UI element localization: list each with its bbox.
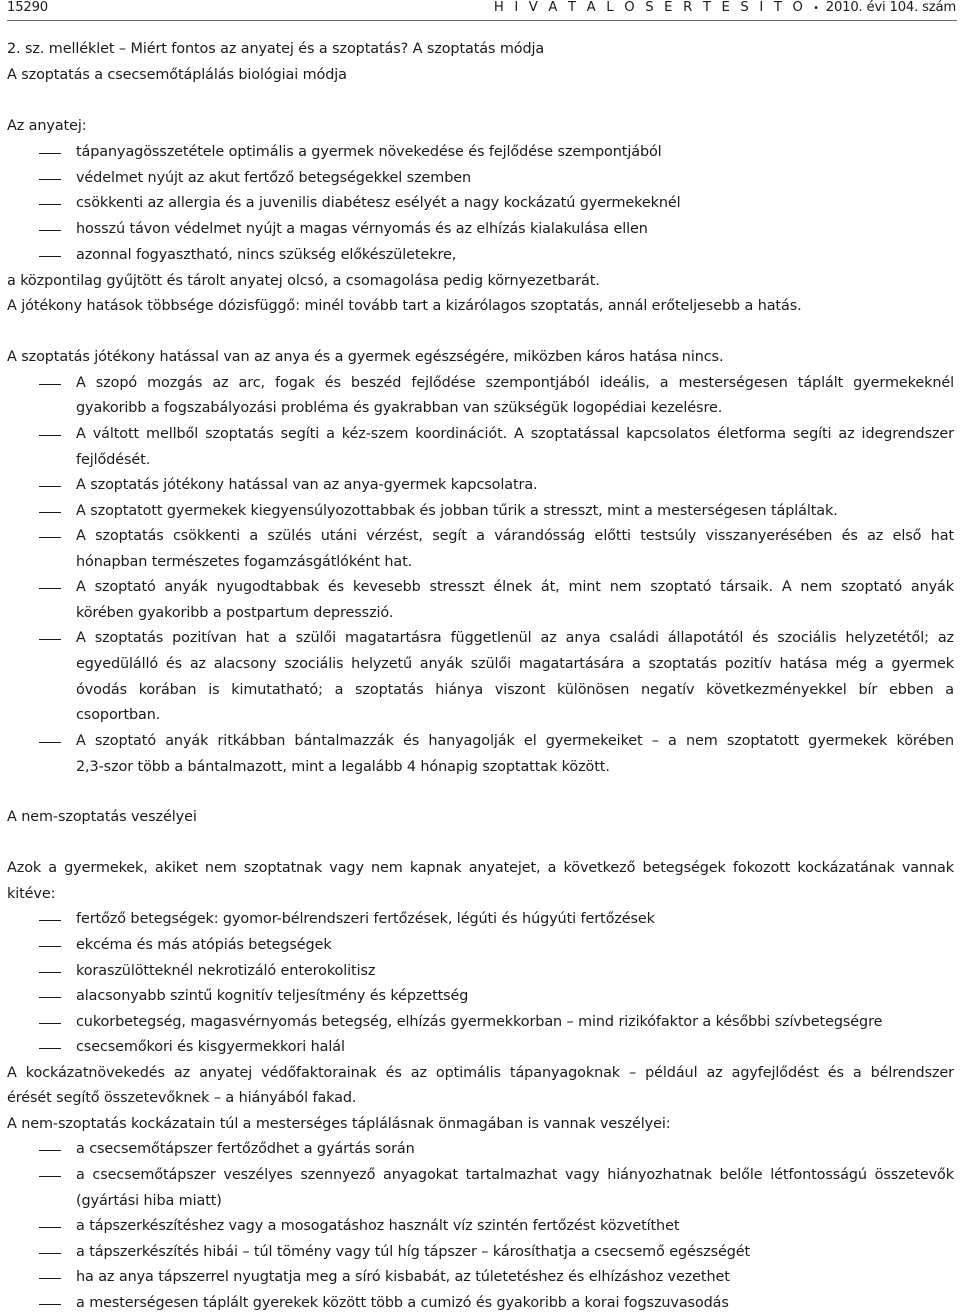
list-dash bbox=[39, 1227, 61, 1228]
list-dash bbox=[39, 742, 61, 743]
list-item: ekcéma és más atópiás betegségek bbox=[76, 937, 332, 953]
paragraph-line: a központilag gyűjtött és tárolt anyatej olcsó, a csomagolása pedig környezetbarát. bbox=[7, 273, 600, 289]
list-dash bbox=[39, 435, 61, 436]
list-dash bbox=[39, 972, 61, 973]
list-item-line: csoportban. bbox=[76, 707, 161, 723]
list-dash bbox=[39, 537, 61, 538]
issue-label: 2010. évi 104. szám bbox=[825, 0, 956, 15]
list-dash bbox=[39, 204, 61, 205]
list-item-line: A szoptató anyák nyugodtabbak és kevesebb stresszt élnek át, mint nem szoptató társaik. A nem szoptató anyák bbox=[76, 579, 954, 595]
list-dash bbox=[39, 153, 61, 154]
list-item-line: (gyártási hiba miatt) bbox=[76, 1193, 222, 1209]
list-item: csecsemőkori és kisgyermekkori halál bbox=[76, 1039, 345, 1055]
list-item-line: körében gyakoribb a postpartum depresszió. bbox=[76, 605, 394, 621]
journal-title: H I V A T A L O S É R T E S Í T Ő bbox=[493, 0, 807, 15]
list-item: tápanyagösszetétele optimális a gyermek növekedése és fejlődése szempontjából bbox=[76, 144, 662, 160]
page-header bbox=[7, 0, 956, 18]
list-dash bbox=[39, 256, 61, 257]
paragraph-line: A jótékony hatások többsége dózisfüggő: minél tovább tart a kizárólagos szoptatás, annál erőteljesebb a hatás. bbox=[7, 298, 802, 314]
paragraph-line: A kockázatnövekedés az anyatej védőfaktorainak és az optimális tápanyagoknak – például az agyfejlődést és a bélrendszer bbox=[7, 1065, 954, 1081]
list-dash bbox=[39, 946, 61, 947]
paragraph-line: érését segítő összetevőknek – a hiányából fakad. bbox=[7, 1090, 357, 1106]
list-item: azonnal fogyasztható, nincs szükség előkészületekre, bbox=[76, 247, 457, 263]
header-rule bbox=[7, 20, 957, 21]
list-dash bbox=[39, 997, 61, 998]
list-item-line: A váltott mellből szoptatás segíti a kéz-szem koordinációt. A szoptatással kapcsolatos életforma segíti az idegrendszer bbox=[76, 426, 954, 442]
paragraph-line: A nem-szoptatás kockázatain túl a mesterséges táplálásnak önmagában is vannak veszélyei: bbox=[7, 1116, 671, 1132]
list-item-line: A szoptató anyák ritkábban bántalmazzák és hanyagolják el gyermekeiket – a nem szoptatott gyermekek körében bbox=[76, 733, 954, 749]
list-dash bbox=[39, 384, 61, 385]
section-subtitle: A szoptatás a csecsemőtáplálás biológiai módja bbox=[7, 67, 347, 83]
paragraph-line: A szoptatás jótékony hatással van az anya és a gyermek egészségére, miközben káros hatása nincs. bbox=[7, 349, 724, 365]
list-item-line: a mesterségesen táplált gyerekek között több a cumizó és gyakoribb a korai fogszuvasodás bbox=[76, 1295, 729, 1311]
list-item: hosszú távon védelmet nyújt a magas vérnyomás és az elhízás kialakulása ellen bbox=[76, 221, 648, 237]
list-dash bbox=[39, 230, 61, 231]
list-dash bbox=[39, 639, 61, 640]
list-item-line: A szoptatott gyermekek kiegyensúlyozottabbak és jobban tűrik a stresszt, mint a mesterségesen tápláltak. bbox=[76, 503, 838, 519]
list-dash bbox=[39, 1278, 61, 1279]
list-item: koraszülötteknél nekrotizáló enterokolitisz bbox=[76, 963, 376, 979]
list-item-line: gyakoribb a fogszabályozási probléma és gyakrabban van szükségük logopédiai kezelésre. bbox=[76, 400, 723, 416]
section-heading: A nem-szoptatás veszélyei bbox=[7, 809, 197, 825]
list-item-line: egyedülálló és az alacsony szociális helyzetű anyák szülői magatartására a szoptatás pozitív hatása még a gyermek bbox=[76, 656, 954, 672]
list-item: védelmet nyújt az akut fertőző betegségekkel szemben bbox=[76, 170, 471, 186]
list-intro: Az anyatej: bbox=[7, 118, 87, 134]
list-dash bbox=[39, 486, 61, 487]
paragraph-line: kitéve: bbox=[7, 886, 56, 902]
list-dash bbox=[39, 1023, 61, 1024]
separator-bullet: • bbox=[813, 3, 819, 14]
list-item: cukorbetegség, magasvérnyomás betegség, elhízás gyermekkorban – mind rizikófaktor a későbbi szívbetegségre bbox=[76, 1014, 883, 1030]
list-item-line: A szopó mozgás az arc, fogak és beszéd fejlődése szempontjából ideális, a mesterségesen táplált gyermekeknél bbox=[76, 375, 954, 391]
list-item: alacsonyabb szintű kognitív teljesítmény és képzettség bbox=[76, 988, 469, 1004]
list-dash bbox=[39, 1150, 61, 1151]
paragraph-line: Azok a gyermekek, akiket nem szoptatnak vagy nem kapnak anyatejet, a következő betegségek fokozott kockázatának vannak bbox=[7, 860, 954, 876]
list-item-line: a csecsemőtápszer veszélyes szennyező anyagokat tartalmazhat vagy hiányozhatnak belőle létfontosságú összetevők bbox=[76, 1167, 954, 1183]
list-dash bbox=[39, 512, 61, 513]
journal-info bbox=[494, 0, 956, 15]
list-item: fertőző betegségek: gyomor-bélrendszeri fertőzések, légúti és húgyúti fertőzések bbox=[76, 911, 655, 927]
list-item-line: hónapban természetes fogamzásgátlóként hat. bbox=[76, 554, 413, 570]
page-number: 15290 bbox=[7, 0, 48, 15]
list-item-line: fejlődését. bbox=[76, 452, 151, 468]
list-dash bbox=[39, 1253, 61, 1254]
list-dash bbox=[39, 920, 61, 921]
list-item: csökkenti az allergia és a juvenilis diabétesz esélyét a nagy kockázatú gyermekeknél bbox=[76, 195, 681, 211]
list-item-line: A szoptatás pozitívan hat a szülői magatartásra függetlenül az anya családi állapotától és szociális helyzetétől; az bbox=[76, 630, 954, 646]
list-item-line: 2,3-szor több a bántalmazott, mint a legalább 4 hónapig szoptattak között. bbox=[76, 759, 610, 775]
list-item-line: ha az anya tápszerrel nyugtatja meg a síró kisbabát, az túletetéshez és elhízáshoz vezethet bbox=[76, 1269, 730, 1285]
list-item-line: a tápszerkészítés hibái – túl tömény vagy túl híg tápszer – károsíthatja a csecsemő egészségét bbox=[76, 1244, 751, 1260]
list-item-line: óvodás korában is kimutatható; a szoptatás hiánya viszont különösen negatív következményekkel bír ebben a bbox=[76, 682, 954, 698]
list-dash bbox=[39, 588, 61, 589]
list-dash bbox=[39, 1176, 61, 1177]
list-dash bbox=[39, 1048, 61, 1049]
section-title: 2. sz. melléklet – Miért fontos az anyatej és a szoptatás? A szoptatás módja bbox=[7, 41, 545, 57]
list-item-line: a csecsemőtápszer fertőződhet a gyártás során bbox=[76, 1141, 415, 1157]
list-item-line: A szoptatás jótékony hatással van az anya-gyermek kapcsolatra. bbox=[76, 477, 538, 493]
list-item-line: a tápszerkészítéshez vagy a mosogatáshoz használt víz szintén fertőzést közvetíthet bbox=[76, 1218, 680, 1234]
list-dash bbox=[39, 179, 61, 180]
list-item-line: A szoptatás csökkenti a szülés utáni vérzést, segít a várandósság előtti testsúly visszanyerésében és az első hat bbox=[76, 528, 954, 544]
list-dash bbox=[39, 1304, 61, 1305]
